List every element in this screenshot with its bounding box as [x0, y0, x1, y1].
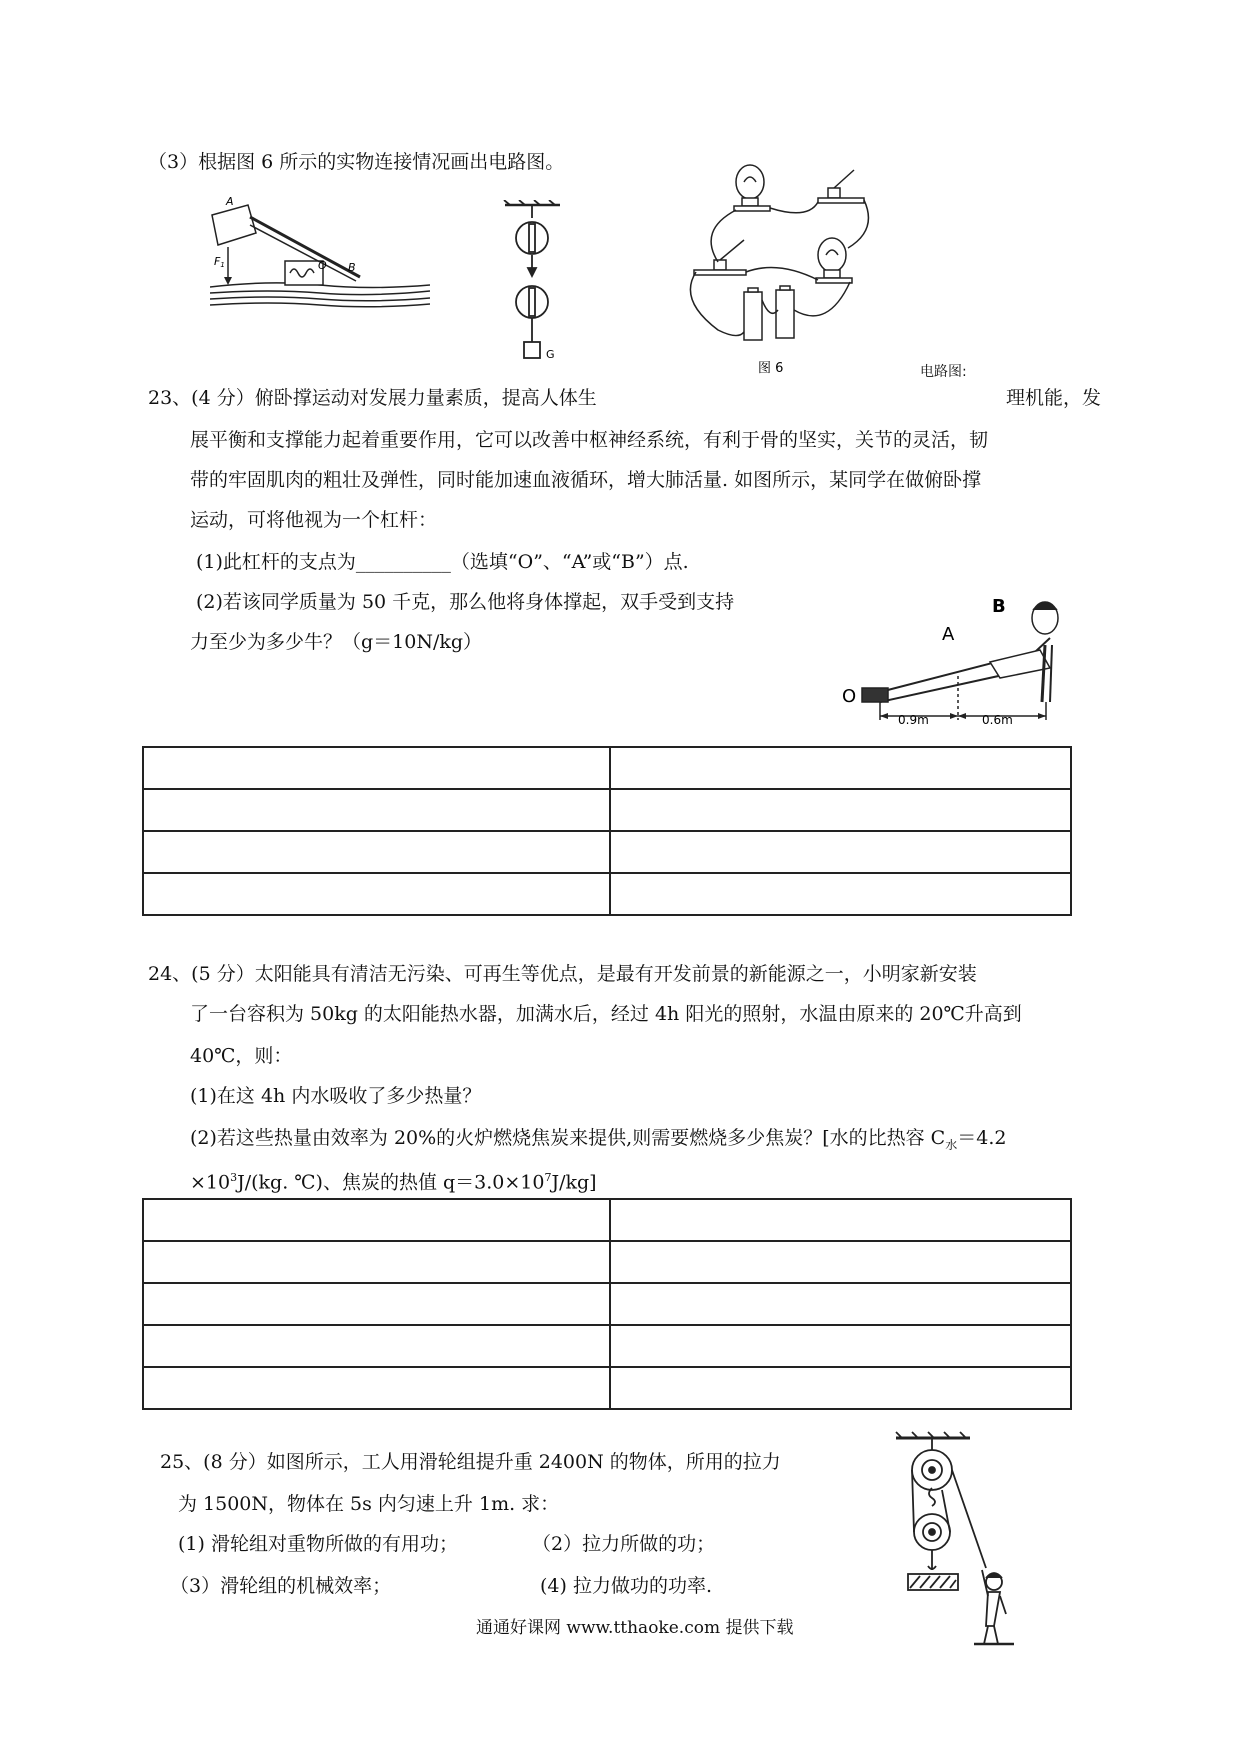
pushup-distance-1: 0.9m [898, 713, 929, 727]
answer-cell[interactable] [143, 1241, 610, 1283]
lever-label-b: B [348, 261, 356, 274]
answer-cell[interactable] [610, 1283, 1071, 1325]
q23-sub2-line2: 力至少为多少牛？（g＝10N/kg） [190, 631, 483, 653]
circuit-figure [678, 160, 878, 380]
answer-cell[interactable] [143, 831, 610, 873]
answer-cell[interactable] [610, 1325, 1071, 1367]
answer-cell[interactable] [610, 1241, 1071, 1283]
lever-label-o: O [318, 259, 327, 272]
answer-cell[interactable] [143, 1283, 610, 1325]
pulley-worker-figure [890, 1430, 1030, 1650]
pushup-label-o: O [842, 686, 857, 707]
q24-line1: 24、(5 分）太阳能具有清洁无污染、可再生等优点，是最有开发前景的新能源之一，小明家新安装 [148, 963, 977, 985]
answer-cell[interactable] [610, 1199, 1071, 1241]
q23-line2: 展平衡和支撑能力起着重要作用，它可以改善中枢神经系统，有利于骨的坚实，关节的灵活，韧 [190, 429, 989, 451]
q23-sub1: (1)此杠杆的支点为__________（选填“O”、“A”或“B”）点. [196, 551, 689, 573]
q23-line3: 带的牢固肌肉的粗壮及弹性，同时能加速血液循环，增大肺活量. 如图所示，某同学在做俯卧撑 [190, 469, 982, 491]
circuit-diagram-label: 电路图: [920, 364, 967, 380]
q23-fulcrum-blank[interactable]: __________ [355, 551, 451, 573]
answer-cell[interactable] [143, 1367, 610, 1409]
q23-sub2-line1: (2)若该同学质量为 50 千克，那么他将身体撑起，双手受到支持 [196, 591, 735, 613]
q24-sub2-line2: $\times 10^3J/(kg$. ℃)、焦炭的热值 $q=3.0\times 10^7J/kg$] [190, 1171, 597, 1194]
q22-part3-text: （3）根据图 6 所示的实物连接情况画出电路图。 [148, 151, 565, 173]
lever-figure [210, 185, 430, 325]
answer-cell[interactable] [143, 873, 610, 915]
lever-label-f: F1 [214, 255, 225, 269]
answer-cell[interactable] [143, 789, 610, 831]
answer-cell[interactable] [610, 873, 1071, 915]
q24-line3: 40℃，则： [190, 1045, 293, 1067]
answer-cell[interactable] [143, 1325, 610, 1367]
q24-sub2-line1: (2)若这些热量由效率为 20%的火炉燃烧焦炭来提供,则需要燃烧多少焦炭？[水的比热容 $C_水=4.2$ [190, 1127, 1007, 1152]
q23-line4: 运动，可将他视为一个杠杆： [190, 509, 438, 531]
q23-answer-table [142, 746, 1072, 916]
q24-sub1: (1)在这 4h 内水吸收了多少热量？ [190, 1085, 482, 1107]
q24-answer-table [142, 1198, 1072, 1410]
pushup-label-a: A [942, 624, 955, 645]
answer-cell[interactable] [610, 1367, 1071, 1409]
pushup-figure [840, 590, 1065, 740]
q23-line1-right: 理机能，发 [1006, 387, 1102, 409]
q23-line1-left: 23、(4 分）俯卧撑运动对发展力量素质，提高人体生 [148, 387, 597, 409]
q25-sub1: (1) 滑轮组对重物所做的有用功； [178, 1533, 458, 1555]
answer-cell[interactable] [143, 747, 610, 789]
q25-sub2: （2）拉力所做的功； [532, 1533, 716, 1555]
pulley-figure [500, 200, 580, 370]
answer-cell[interactable] [143, 1199, 610, 1241]
pushup-distance-2: 0.6m [982, 713, 1013, 727]
fig6-caption: 图 6 [758, 361, 784, 376]
q25-sub4: (4) 拉力做功的功率. [540, 1575, 712, 1597]
q25-sub3: （3）滑轮组的机械效率； [170, 1575, 392, 1597]
pushup-label-b: B [992, 596, 1006, 617]
q25-line1: 25、(8 分）如图所示，工人用滑轮组提升重 2400N 的物体，所用的拉力 [160, 1451, 781, 1473]
answer-cell[interactable] [610, 789, 1071, 831]
lever-label-a: A [226, 195, 234, 208]
answer-cell[interactable] [610, 831, 1071, 873]
q25-line2: 为 1500N，物体在 5s 内匀速上升 1m. 求： [178, 1493, 560, 1515]
q24-line2: 了一台容积为 50kg 的太阳能热水器，加满水后，经过 4h 阳光的照射，水温由原来的 20℃升高到 [190, 1003, 1022, 1025]
pulley-label-g: G [546, 348, 555, 361]
answer-cell[interactable] [610, 747, 1071, 789]
footer-source: 通通好课网 www.tthaoke.com 提供下载 [476, 1618, 794, 1638]
